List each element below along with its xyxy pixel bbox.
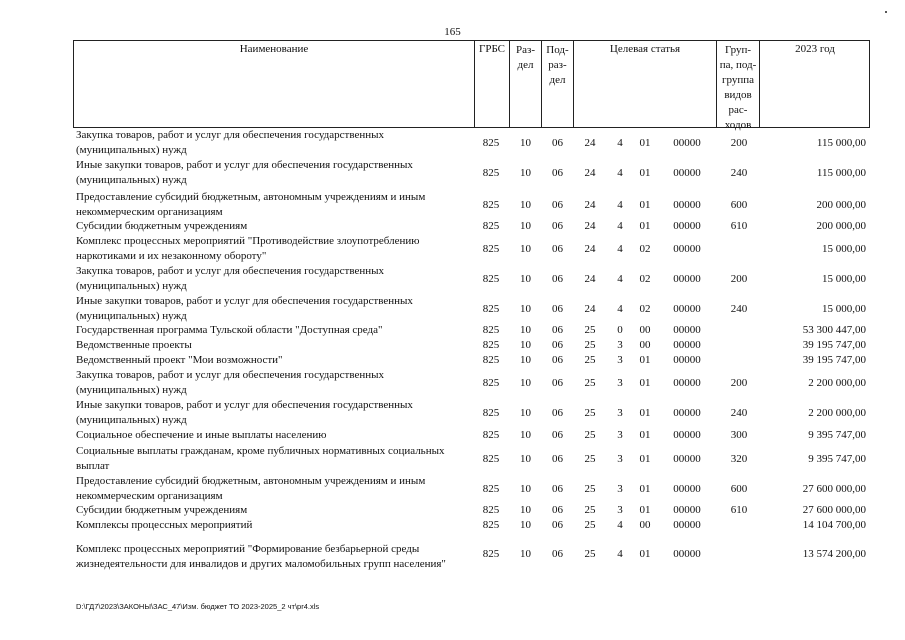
cell-rz: 10 bbox=[520, 324, 531, 336]
row-name-line: (муниципальных) нужд bbox=[76, 310, 187, 322]
cell-grbs: 825 bbox=[482, 324, 500, 336]
cell-t2: 4 bbox=[617, 220, 623, 232]
cell-t4: 00000 bbox=[673, 483, 701, 495]
cell-t4: 00000 bbox=[673, 504, 701, 516]
row-name-line: Комплекс процессных мероприятий "Противодействие злоупотреблению bbox=[76, 235, 420, 247]
row-name-line: Субсидии бюджетным учреждениям bbox=[76, 220, 248, 232]
cell-amount: 27 600 000,00 bbox=[802, 483, 866, 495]
cell-grbs: 825 bbox=[482, 483, 500, 495]
header-razdel-line: дел bbox=[517, 59, 534, 71]
header-group-line: группа bbox=[721, 74, 755, 86]
cell-amount: 39 195 747,00 bbox=[802, 339, 866, 351]
cell-t3: 01 bbox=[639, 429, 651, 441]
cell-t1: 25 bbox=[584, 339, 596, 351]
cell-grbs: 825 bbox=[482, 167, 500, 179]
table-row bbox=[76, 538, 866, 576]
cell-rz: 10 bbox=[520, 354, 531, 366]
cell-t4: 00000 bbox=[673, 407, 701, 419]
cell-grbs: 825 bbox=[482, 548, 500, 560]
cell-t2: 4 bbox=[617, 137, 623, 149]
table-row bbox=[76, 158, 866, 188]
cell-rz: 10 bbox=[520, 377, 531, 389]
row-name bbox=[76, 398, 468, 428]
row-name bbox=[76, 128, 468, 158]
cell-t1: 24 bbox=[584, 243, 596, 255]
cell-pr: 06 bbox=[552, 324, 563, 336]
row-name-line: Закупка товаров, работ и услуг для обеспечения государственных bbox=[76, 265, 385, 277]
cell-rz: 10 bbox=[520, 220, 531, 232]
cell-t3: 02 bbox=[639, 273, 651, 285]
cell-pr: 06 bbox=[552, 519, 563, 531]
cell-t2: 4 bbox=[617, 243, 623, 255]
table-row bbox=[76, 428, 866, 443]
table-row bbox=[76, 128, 866, 158]
cell-amount: 27 600 000,00 bbox=[802, 504, 866, 516]
cell-grbs: 825 bbox=[482, 377, 500, 389]
cell-t3: 00 bbox=[639, 519, 651, 531]
header-podrazdel-line: Под- bbox=[546, 44, 569, 56]
header-group-line: рас- bbox=[728, 104, 748, 116]
cell-t4: 00000 bbox=[673, 548, 701, 560]
cell-t4: 00000 bbox=[673, 167, 701, 179]
cell-pr: 06 bbox=[552, 429, 563, 441]
row-name-line: Иные закупки товаров, работ и услуг для обеспечения государственных bbox=[76, 399, 413, 411]
cell-t1: 24 bbox=[584, 303, 596, 315]
cell-t2: 3 bbox=[617, 453, 623, 465]
row-name bbox=[76, 219, 468, 234]
cell-grbs: 825 bbox=[482, 504, 500, 516]
table-row bbox=[76, 444, 866, 474]
cell-vr: 200 bbox=[730, 137, 748, 149]
row-name-line: Ведомственные проекты bbox=[76, 339, 192, 351]
cell-amount: 2 200 000,00 bbox=[808, 407, 866, 419]
header-group-line: Груп- bbox=[724, 44, 752, 56]
cell-t3: 01 bbox=[639, 137, 651, 149]
header-year: 2023 год bbox=[795, 43, 835, 55]
cell-t1: 25 bbox=[584, 354, 596, 366]
table-row bbox=[76, 234, 866, 264]
cell-pr: 06 bbox=[552, 167, 563, 179]
cell-pr: 06 bbox=[552, 220, 563, 232]
cell-t3: 01 bbox=[639, 220, 651, 232]
cell-t3: 01 bbox=[639, 483, 651, 495]
cell-t2: 4 bbox=[617, 303, 623, 315]
row-name-line: (муниципальных) нужд bbox=[76, 174, 187, 186]
cell-t2: 3 bbox=[617, 354, 623, 366]
cell-t2: 3 bbox=[617, 483, 623, 495]
cell-t1: 25 bbox=[584, 453, 596, 465]
row-name-line: выплат bbox=[76, 460, 110, 472]
cell-grbs: 825 bbox=[482, 273, 500, 285]
cell-t3: 00 bbox=[639, 339, 651, 351]
cell-t4: 00000 bbox=[673, 243, 701, 255]
row-name bbox=[76, 323, 468, 338]
cell-vr: 200 bbox=[730, 377, 748, 389]
cell-grbs: 825 bbox=[482, 339, 500, 351]
cell-t4: 00000 bbox=[673, 339, 701, 351]
row-name-line: (муниципальных) нужд bbox=[76, 384, 187, 396]
cell-amount: 39 195 747,00 bbox=[802, 354, 866, 366]
cell-t2: 3 bbox=[617, 407, 623, 419]
row-name-line: некоммерческим организациям bbox=[76, 206, 223, 218]
scan-speck bbox=[885, 11, 887, 13]
cell-amount: 13 574 200,00 bbox=[802, 548, 866, 560]
cell-vr: 600 bbox=[730, 199, 748, 211]
cell-pr: 06 bbox=[552, 453, 563, 465]
cell-t4: 00000 bbox=[673, 324, 701, 336]
cell-vr: 300 bbox=[730, 429, 748, 441]
cell-t3: 02 bbox=[639, 303, 651, 315]
cell-amount: 15 000,00 bbox=[822, 273, 866, 285]
cell-rz: 10 bbox=[520, 243, 531, 255]
table-row bbox=[76, 294, 866, 324]
cell-t4: 00000 bbox=[673, 220, 701, 232]
cell-amount: 53 300 447,00 bbox=[802, 324, 866, 336]
row-name bbox=[76, 518, 468, 533]
cell-rz: 10 bbox=[520, 339, 531, 351]
table-row bbox=[76, 368, 866, 398]
row-name bbox=[76, 444, 468, 474]
row-name bbox=[76, 264, 468, 294]
page-number: 165 bbox=[444, 26, 461, 38]
row-name-line: Субсидии бюджетным учреждениям bbox=[76, 504, 248, 516]
row-name-line: Социальное обеспечение и иные выплаты населению bbox=[76, 429, 327, 441]
row-name bbox=[76, 474, 468, 504]
cell-pr: 06 bbox=[552, 243, 563, 255]
cell-rz: 10 bbox=[520, 273, 531, 285]
table-row bbox=[76, 323, 866, 338]
row-name bbox=[76, 428, 468, 443]
header-podrazdel bbox=[542, 43, 573, 88]
table-row bbox=[76, 353, 866, 368]
cell-vr: 320 bbox=[730, 453, 748, 465]
cell-rz: 10 bbox=[520, 199, 531, 211]
cell-t1: 25 bbox=[584, 548, 596, 560]
cell-vr: 240 bbox=[730, 167, 748, 179]
row-name-line: Закупка товаров, работ и услуг для обеспечения государственных bbox=[76, 369, 385, 381]
table-row bbox=[76, 338, 866, 353]
cell-rz: 10 bbox=[520, 303, 531, 315]
cell-t1: 24 bbox=[584, 137, 596, 149]
row-name-line: Комплексы процессных мероприятий bbox=[76, 519, 253, 531]
row-name-line: Ведомственный проект "Мои возможности" bbox=[76, 354, 283, 366]
cell-grbs: 825 bbox=[482, 220, 500, 232]
cell-t4: 00000 bbox=[673, 273, 701, 285]
cell-grbs: 825 bbox=[482, 429, 500, 441]
cell-t2: 4 bbox=[617, 548, 623, 560]
cell-grbs: 825 bbox=[482, 199, 500, 211]
cell-rz: 10 bbox=[520, 519, 531, 531]
cell-grbs: 825 bbox=[482, 407, 500, 419]
cell-pr: 06 bbox=[552, 273, 563, 285]
cell-t1: 24 bbox=[584, 273, 596, 285]
row-name bbox=[76, 190, 468, 220]
cell-t2: 3 bbox=[617, 504, 623, 516]
cell-grbs: 825 bbox=[482, 519, 500, 531]
row-name-line: Социальные выплаты гражданам, кроме публичных нормативных социальных bbox=[76, 445, 445, 457]
row-name-line: (муниципальных) нужд bbox=[76, 280, 187, 292]
cell-t1: 25 bbox=[584, 324, 596, 336]
cell-rz: 10 bbox=[520, 407, 531, 419]
cell-rz: 10 bbox=[520, 167, 531, 179]
row-name-line: наркотиками и их незаконному обороту" bbox=[76, 250, 267, 262]
header-group-line: видов bbox=[724, 89, 752, 101]
cell-t1: 24 bbox=[584, 167, 596, 179]
cell-rz: 10 bbox=[520, 504, 531, 516]
header-target: Целевая статья bbox=[609, 43, 681, 55]
cell-t4: 00000 bbox=[673, 303, 701, 315]
table-row bbox=[76, 219, 866, 234]
cell-t2: 3 bbox=[617, 429, 623, 441]
cell-t1: 24 bbox=[584, 199, 596, 211]
cell-rz: 10 bbox=[520, 483, 531, 495]
row-name-line: Комплекс процессных мероприятий "Формирование безбарьерной среды bbox=[76, 543, 420, 555]
cell-t1: 25 bbox=[584, 407, 596, 419]
cell-t1: 25 bbox=[584, 377, 596, 389]
cell-pr: 06 bbox=[552, 339, 563, 351]
header-group bbox=[717, 43, 759, 133]
cell-grbs: 825 bbox=[482, 243, 500, 255]
header-podrazdel-line: раз- bbox=[548, 59, 567, 71]
cell-t4: 00000 bbox=[673, 137, 701, 149]
header-group-line: па, под- bbox=[719, 59, 757, 71]
cell-rz: 10 bbox=[520, 137, 531, 149]
cell-t4: 00000 bbox=[673, 199, 701, 211]
table-row bbox=[76, 264, 866, 294]
row-name bbox=[76, 338, 468, 353]
table-row bbox=[76, 503, 866, 518]
cell-t3: 01 bbox=[639, 453, 651, 465]
row-name-line: Иные закупки товаров, работ и услуг для обеспечения государственных bbox=[76, 159, 413, 171]
cell-amount: 14 104 700,00 bbox=[802, 519, 866, 531]
row-name-line: Государственная программа Тульской области "Доступная среда" bbox=[76, 324, 383, 336]
cell-rz: 10 bbox=[520, 453, 531, 465]
cell-amount: 115 000,00 bbox=[816, 137, 866, 149]
cell-t1: 25 bbox=[584, 519, 596, 531]
cell-vr: 240 bbox=[730, 407, 748, 419]
cell-t2: 3 bbox=[617, 377, 623, 389]
header-group-line: ходов bbox=[724, 119, 752, 131]
cell-pr: 06 bbox=[552, 303, 563, 315]
row-name bbox=[76, 158, 468, 188]
row-name-line: некоммерческим организациям bbox=[76, 490, 223, 502]
cell-amount: 15 000,00 bbox=[822, 243, 866, 255]
cell-t4: 00000 bbox=[673, 377, 701, 389]
cell-amount: 200 000,00 bbox=[816, 220, 866, 232]
cell-grbs: 825 bbox=[482, 137, 500, 149]
cell-pr: 06 bbox=[552, 377, 563, 389]
header-razdel bbox=[510, 43, 541, 73]
row-name bbox=[76, 503, 468, 518]
cell-t3: 01 bbox=[639, 504, 651, 516]
cell-t1: 24 bbox=[584, 220, 596, 232]
table-row bbox=[76, 518, 866, 533]
cell-pr: 06 bbox=[552, 483, 563, 495]
cell-t3: 01 bbox=[639, 377, 651, 389]
cell-t2: 4 bbox=[617, 519, 623, 531]
cell-amount: 200 000,00 bbox=[816, 199, 866, 211]
row-name-line: жизнедеятельности для инвалидов и других маломобильных групп населения" bbox=[76, 558, 446, 570]
header-grbs: ГРБС bbox=[478, 43, 506, 55]
cell-t1: 25 bbox=[584, 504, 596, 516]
row-name bbox=[76, 294, 468, 324]
table-row bbox=[76, 190, 866, 220]
row-name-line: (муниципальных) нужд bbox=[76, 144, 187, 156]
row-name-line: Закупка товаров, работ и услуг для обеспечения государственных bbox=[76, 129, 385, 141]
cell-pr: 06 bbox=[552, 137, 563, 149]
cell-t3: 00 bbox=[639, 324, 651, 336]
row-name bbox=[76, 353, 468, 368]
row-name bbox=[76, 542, 468, 572]
row-name bbox=[76, 234, 468, 264]
cell-vr: 200 bbox=[730, 273, 748, 285]
cell-grbs: 825 bbox=[482, 303, 500, 315]
table-row bbox=[76, 474, 866, 504]
row-name-line: Предоставление субсидий бюджетным, автономным учреждениям и иным bbox=[76, 475, 426, 487]
cell-t2: 3 bbox=[617, 339, 623, 351]
cell-pr: 06 bbox=[552, 354, 563, 366]
cell-pr: 06 bbox=[552, 548, 563, 560]
header-name: Наименование bbox=[239, 43, 309, 55]
cell-vr: 610 bbox=[730, 504, 748, 516]
cell-rz: 10 bbox=[520, 429, 531, 441]
cell-amount: 15 000,00 bbox=[822, 303, 866, 315]
cell-t3: 01 bbox=[639, 199, 651, 211]
cell-amount: 115 000,00 bbox=[816, 167, 866, 179]
cell-pr: 06 bbox=[552, 504, 563, 516]
cell-amount: 2 200 000,00 bbox=[808, 377, 866, 389]
cell-amount: 9 395 747,00 bbox=[808, 429, 866, 441]
header-podrazdel-line: дел bbox=[549, 74, 566, 86]
cell-t4: 00000 bbox=[673, 429, 701, 441]
cell-t3: 01 bbox=[639, 407, 651, 419]
table-row bbox=[76, 398, 866, 428]
cell-amount: 9 395 747,00 bbox=[808, 453, 866, 465]
row-name-line: Предоставление субсидий бюджетным, автономным учреждениям и иным bbox=[76, 191, 426, 203]
cell-pr: 06 bbox=[552, 407, 563, 419]
row-name-line: (муниципальных) нужд bbox=[76, 414, 187, 426]
cell-vr: 610 bbox=[730, 220, 748, 232]
cell-t2: 4 bbox=[617, 273, 623, 285]
cell-t3: 01 bbox=[639, 548, 651, 560]
cell-vr: 240 bbox=[730, 303, 748, 315]
cell-pr: 06 bbox=[552, 199, 563, 211]
row-name-line: Иные закупки товаров, работ и услуг для обеспечения государственных bbox=[76, 295, 413, 307]
cell-t2: 4 bbox=[617, 199, 623, 211]
cell-grbs: 825 bbox=[482, 453, 500, 465]
cell-t4: 00000 bbox=[673, 453, 701, 465]
cell-t3: 02 bbox=[639, 243, 651, 255]
row-name bbox=[76, 368, 468, 398]
cell-t3: 01 bbox=[639, 354, 651, 366]
cell-t2: 0 bbox=[617, 324, 623, 336]
cell-rz: 10 bbox=[520, 548, 531, 560]
cell-t3: 01 bbox=[639, 167, 651, 179]
header-razdel-line: Раз- bbox=[515, 44, 535, 56]
cell-t1: 25 bbox=[584, 483, 596, 495]
cell-vr: 600 bbox=[730, 483, 748, 495]
file-path-footer: D:\ГД7\2023\ЗАКОНЫ\ЗАС_47\Изм. бюджет ТО 2023-2025_2 чт\pr4.xls bbox=[76, 602, 320, 611]
cell-t4: 00000 bbox=[673, 519, 701, 531]
cell-grbs: 825 bbox=[482, 354, 500, 366]
cell-t1: 25 bbox=[584, 429, 596, 441]
cell-t2: 4 bbox=[617, 167, 623, 179]
cell-t4: 00000 bbox=[673, 354, 701, 366]
